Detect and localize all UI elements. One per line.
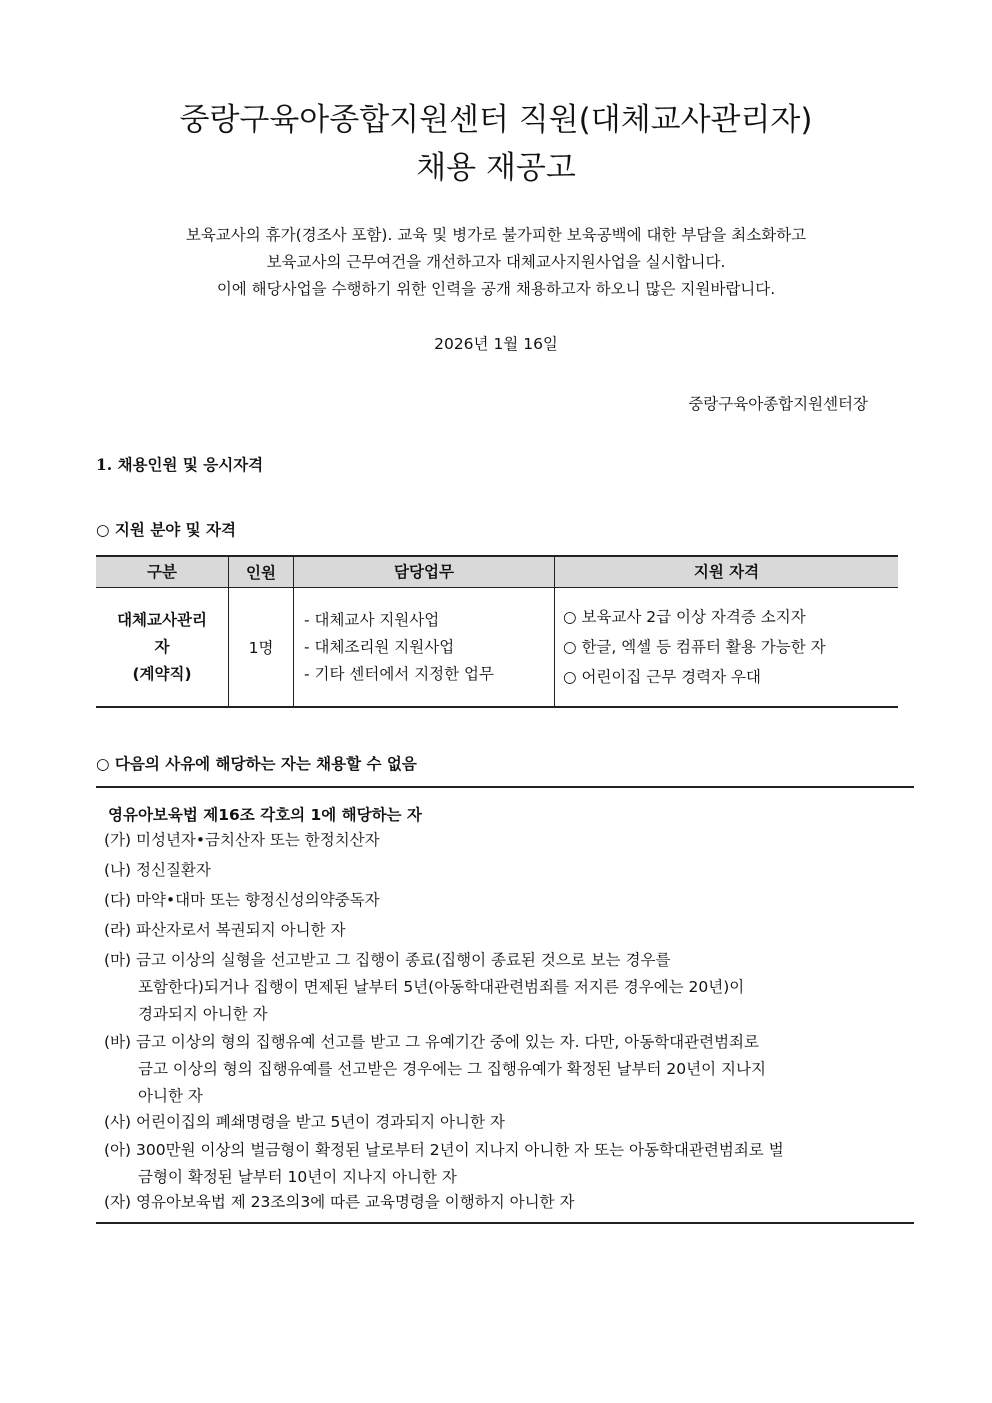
item-label: (다) xyxy=(104,891,132,909)
cell-duties xyxy=(294,588,555,708)
subsection-qualifications: ○ 지원 분야 및 자격 xyxy=(96,521,236,539)
item-text: 금고 이상의 형의 집행유예 선고를 받고 그 유예기간 중에 있는 자. 다만, 아동학대관련범죄로 xyxy=(136,1033,759,1051)
list-item xyxy=(104,1189,574,1216)
item-label: (가) xyxy=(104,831,132,849)
list-item xyxy=(104,857,211,884)
item-text: 금형이 확정된 날부터 10년이 지나지 아니한 자 xyxy=(138,1168,457,1186)
item-text: 미성년자•금치산자 또는 한정치산자 xyxy=(136,831,380,849)
table-row xyxy=(96,588,898,708)
disqualification-box xyxy=(96,786,914,1224)
issuer-name: 중랑구육아종합지원센터장 xyxy=(688,395,868,413)
list-item xyxy=(104,947,744,1028)
intro-line-3: 이에 해당사업을 수행하기 위한 인력을 공개 채용하고자 하오니 많은 지원바랍니다. xyxy=(216,280,776,298)
duty-line: - 대체조리원 지원사업 xyxy=(304,637,455,656)
item-text: 영유아보육법 제 23조의3에 따른 교육명령을 이행하지 아니한 자 xyxy=(136,1193,575,1211)
item-label: (사) xyxy=(104,1113,132,1131)
duty-line: - 기타 센터에서 지정한 업무 xyxy=(304,664,495,683)
item-text: 마약•대마 또는 향정신성의약중독자 xyxy=(136,891,380,909)
item-label: (바) xyxy=(104,1033,132,1051)
table-header-row xyxy=(96,556,898,588)
announcement-date: 2026년 1월 16일 xyxy=(434,335,558,353)
header-category: 구분 xyxy=(96,556,229,588)
page-subtitle: 채용 재공고 xyxy=(416,150,576,186)
list-item xyxy=(104,887,380,914)
category-line: (계약직) xyxy=(132,664,192,683)
section-heading: 1. 채용인원 및 응시자격 xyxy=(96,455,264,474)
list-item xyxy=(104,1029,766,1110)
item-label: (라) xyxy=(104,921,132,939)
item-text: 경과되지 아니한 자 xyxy=(138,1005,268,1023)
header-duties: 담당업무 xyxy=(294,556,555,588)
subsection-disqualifications: ○ 다음의 사유에 해당하는 자는 채용할 수 없음 xyxy=(96,755,417,773)
header-count: 인원 xyxy=(229,556,294,588)
duty-line: - 대체교사 지원사업 xyxy=(304,610,440,629)
qualification-line: ○ 보육교사 2급 이상 자격증 소지자 xyxy=(563,608,806,626)
intro-line-1: 보육교사의 휴가(경조사 포함). 교육 및 병가로 불가피한 보육공백에 대한 부담을 최소화하고 xyxy=(185,226,807,244)
item-text: 정신질환자 xyxy=(136,861,211,879)
item-text: 포함한다)되거나 집행이 면제된 날부터 5년(아동학대관련범죄를 저지른 경우에는 20년)이 xyxy=(138,978,745,996)
qualification-line: ○ 한글, 엑셀 등 컴퓨터 활용 가능한 자 xyxy=(563,638,826,656)
qualification-table xyxy=(96,555,898,708)
item-label: (마) xyxy=(104,951,132,969)
page-title: 중랑구육아종합지원센터 직원(대체교사관리자) xyxy=(179,102,813,138)
item-label: (자) xyxy=(104,1193,132,1211)
list-item xyxy=(104,827,380,854)
item-text: 300만원 이상의 벌금형이 확정된 날로부터 2년이 지나지 아니한 자 또는 아동학대관련범죄로 벌 xyxy=(136,1141,784,1159)
item-text: 금고 이상의 실형을 선고받고 그 집행이 종료(집행이 종료된 것으로 보는 경우를 xyxy=(136,951,671,969)
list-item xyxy=(104,1137,784,1191)
cell-count: 1명 xyxy=(229,588,294,708)
item-label: (아) xyxy=(104,1141,132,1159)
cell-category xyxy=(96,588,229,708)
category-line: 자 xyxy=(154,637,170,656)
item-text: 파산자로서 복권되지 아니한 자 xyxy=(136,921,346,939)
item-text: 아니한 자 xyxy=(138,1087,203,1105)
cell-qualifications xyxy=(555,588,899,708)
item-text: 금고 이상의 형의 집행유예를 선고받은 경우에는 그 집행유예가 확정된 날부터 20년이 지나지 xyxy=(138,1060,766,1078)
list-item xyxy=(104,917,345,944)
qualification-line: ○ 어린이집 근무 경력자 우대 xyxy=(563,668,761,686)
disqualification-heading: 영유아보육법 제16조 각호의 1에 해당하는 자 xyxy=(108,806,422,824)
header-qualifications: 지원 자격 xyxy=(555,556,899,588)
intro-line-2: 보육교사의 근무여건을 개선하고자 대체교사지원사업을 실시합니다. xyxy=(266,253,726,271)
item-text: 어린이집의 폐쇄명령을 받고 5년이 경과되지 아니한 자 xyxy=(136,1113,505,1131)
category-line: 대체교사관리 xyxy=(117,610,207,629)
item-label: (나) xyxy=(104,861,132,879)
list-item xyxy=(104,1109,505,1136)
